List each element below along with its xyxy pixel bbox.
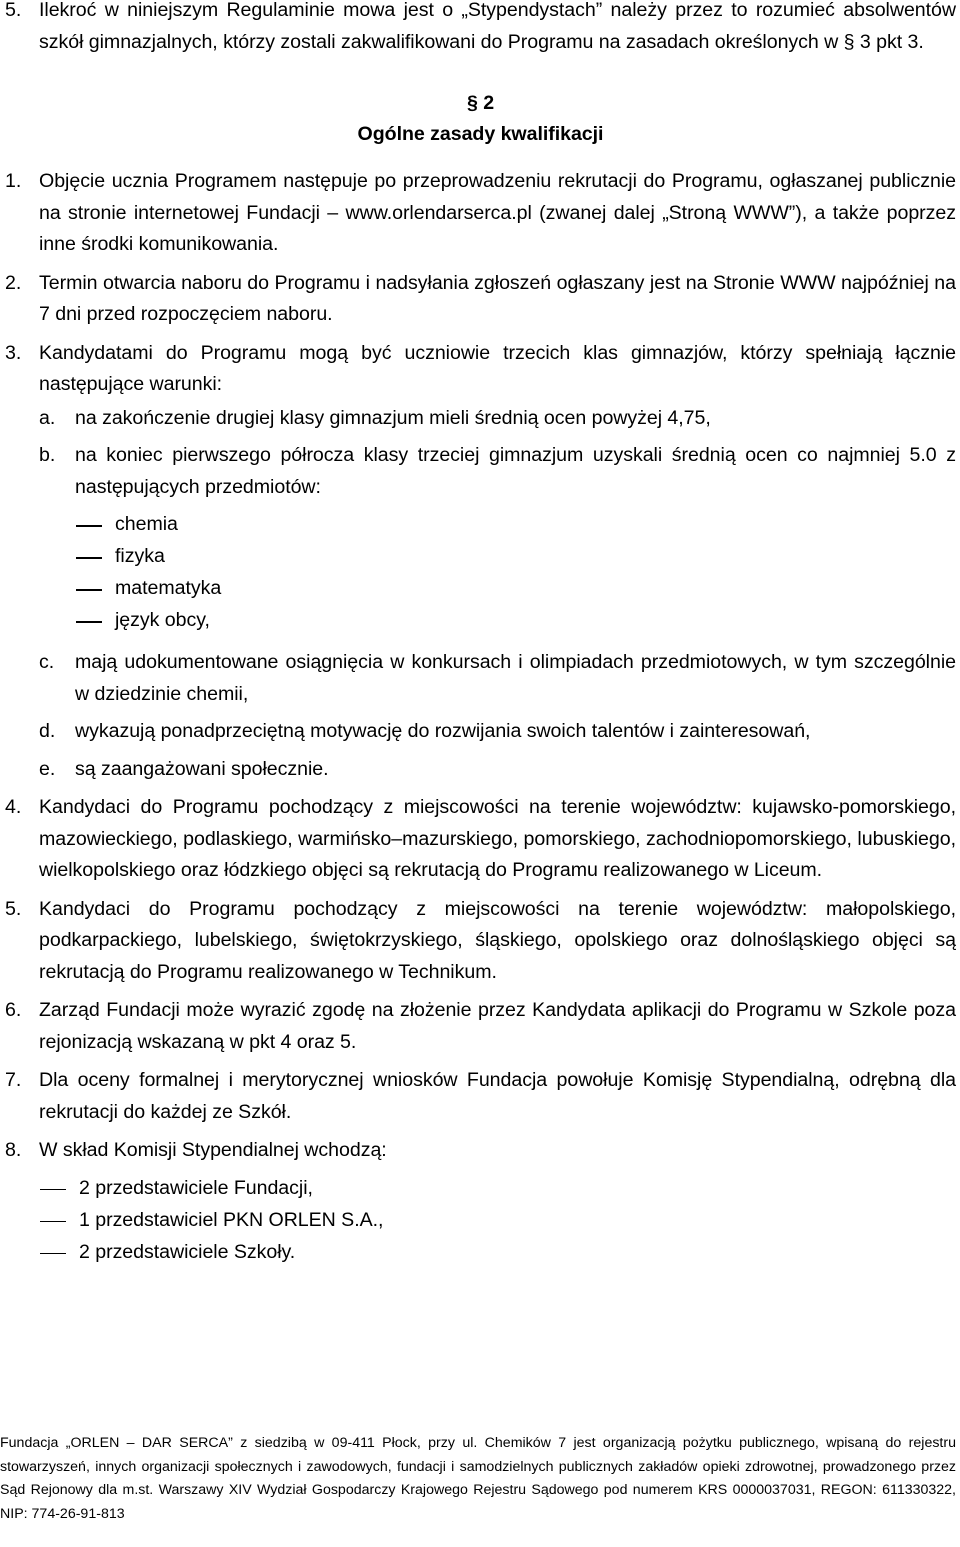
- item-text: Dla oceny formalnej i merytorycznej wniosków Fundacja powołuje Komisję Stypendialną, odrębną dla rekrutacji do każdej ze Szkół.: [39, 1069, 956, 1123]
- sub-item-c: [39, 647, 956, 710]
- item-number: 5.: [5, 897, 22, 920]
- sub-item-text: na zakończenie drugiej klasy gimnazjum mieli średnią ocen powyżej 4,75,: [75, 406, 711, 429]
- item-text: Kandydaci do Programu pochodzący z miejscowości na terenie województw: małopolskiego, podkarpackiego, lubelskiego, świętokrzyskiego, śląskiego, opolskiego oraz dolnośląskiego objęci są rekrutacją do Programu realizowanego w Technikum.: [39, 897, 956, 983]
- item-text: Termin otwarcia naboru do Programu i nadsyłania zgłoszeń ogłaszany jest na Stronie WWW najpóźniej na 7 dni przed rozpoczęciem naboru.: [39, 271, 956, 325]
- sub-item-text: na koniec pierwszego półrocza klasy trzeciej gimnazjum uzyskali średnią ocen co najmniej 5.0 z następujących przedmiotów:: [75, 444, 956, 498]
- section-title: Ogólne zasady kwalifikacji: [357, 123, 604, 145]
- member-text: 1 przedstawiciel PKN ORLEN S.A.,: [79, 1208, 384, 1231]
- section-symbol: § 2: [466, 92, 495, 114]
- dash-bullet-icon: [75, 509, 115, 541]
- item-text: Kandydaci do Programu pochodzący z miejscowości na terenie województw: kujawsko-pomorskiego, mazowieckiego, podlaskiego, warmińsko–mazurskiego, pomorskiego, zachodniopomorskiego, lubuskiego, wielkopolskiego oraz łódzkiego objęci są rekrutacją do Programu realizowanego w Liceum.: [39, 796, 956, 881]
- list-item: [75, 509, 956, 541]
- list-item-1: [5, 166, 956, 261]
- sub-item-a: [39, 403, 956, 435]
- member-text: 2 przedstawiciele Szkoły.: [79, 1240, 296, 1263]
- sub-item-text: są zaangażowani społecznie.: [75, 757, 329, 780]
- dash-bullet-icon: [39, 1173, 79, 1205]
- list-item-8: [5, 1135, 956, 1167]
- item-number: 7.: [5, 1069, 22, 1091]
- dash-bullet-icon: [75, 605, 115, 637]
- list-item-6: [5, 995, 956, 1058]
- sub-item-letter: b.: [39, 444, 56, 466]
- list-item-5: [5, 894, 956, 989]
- list-item-2: [5, 268, 956, 331]
- sub-item-letter: d.: [39, 720, 56, 742]
- subject-name: fizyka: [115, 545, 165, 568]
- item-number: 2.: [5, 271, 22, 294]
- list-item: [39, 1173, 956, 1205]
- list-item: [75, 605, 956, 637]
- item-number: 3.: [5, 341, 22, 364]
- dash-bullet-icon: [39, 1205, 79, 1237]
- page-footer: Fundacja „ORLEN – DAR SERCA” z siedzibą w 09-411 Płock, przy ul. Chemików 7 jest organizacją pożytku publicznego, wpisaną do rejestru stowarzyszeń, innych organizacji społecznych i zawodowych, fundacji i samodzielnych publicznych zakładów opieki zdrowotnej, prowadzonego przez Sąd Rejonowy dla m.st. Warszawy XIV Wydział Gospodarczy Krajowego Rejestru Sądowego pod numerem KRS 0000037031, REGON: 611330322, NIP: 774-26-91-813: [0, 1435, 956, 1522]
- list-item: [75, 541, 956, 573]
- item-text: Objęcie ucznia Programem następuje po przeprowadzeniu rekrutacji do Programu, ogłaszanej publicznie na stronie internetowej Fundacji – www.orlendarserca.pl (zwanej dalej „Stroną WWW”), a także poprzez inne środki komunikowania.: [39, 170, 956, 255]
- member-text: 2 przedstawiciele Fundacji,: [79, 1176, 313, 1199]
- sub-item-d: [39, 716, 956, 748]
- subject-name: język obcy,: [115, 609, 210, 632]
- sub-item-letter: e.: [39, 757, 56, 780]
- dash-bullet-icon: [75, 573, 115, 605]
- section-heading: [5, 88, 956, 150]
- list-item-4: [5, 792, 956, 887]
- list-item: [39, 1237, 956, 1269]
- item-number: 1.: [5, 170, 22, 192]
- item-number: 6.: [5, 999, 22, 1021]
- subject-name: chemia: [115, 513, 178, 536]
- paragraph-number: 5.: [5, 0, 22, 21]
- committee-members-list: [39, 1173, 956, 1269]
- subjects-list: [75, 509, 956, 637]
- list-item-7: [5, 1065, 956, 1128]
- paragraph-text: Ilekroć w niniejszym Regulaminie mowa jest o „Stypendystach” należy przez to rozumieć absolwentów szkół gimnazjalnych, którzy zostali zakwalifikowani do Programu na zasadach określonych w § 3 pkt 3.: [39, 0, 956, 53]
- sub-item-letter: c.: [39, 651, 55, 673]
- sub-item-letter: a.: [39, 406, 56, 429]
- intro-paragraph: [5, 0, 956, 58]
- sub-item-text: wykazują ponadprzeciętną motywację do rozwijania swoich talentów i zainteresowań,: [75, 720, 811, 742]
- sub-item-text: mają udokumentowane osiągnięcia w konkursach i olimpiadach przedmiotowych, w tym szczególnie w dziedzinie chemii,: [75, 651, 956, 705]
- sub-item-b: [39, 440, 956, 503]
- list-item-3: [5, 338, 956, 401]
- list-item: [75, 573, 956, 605]
- item-number: 8.: [5, 1139, 22, 1161]
- dash-bullet-icon: [75, 541, 115, 573]
- list-item: [39, 1205, 956, 1237]
- dash-bullet-icon: [39, 1237, 79, 1269]
- item-text: W skład Komisji Stypendialnej wchodzą:: [39, 1139, 387, 1161]
- sub-item-e: [39, 754, 956, 786]
- item-text: Zarząd Fundacji może wyrazić zgodę na złożenie przez Kandydata aplikacji do Programu w Szkole poza rejonizacją wskazaną w pkt 4 oraz 5.: [39, 999, 956, 1053]
- subject-name: matematyka: [115, 577, 222, 600]
- item-number: 4.: [5, 796, 22, 818]
- item-text: Kandydatami do Programu mogą być uczniowie trzecich klas gimnazjów, którzy spełniają łącznie następujące warunki:: [39, 341, 956, 395]
